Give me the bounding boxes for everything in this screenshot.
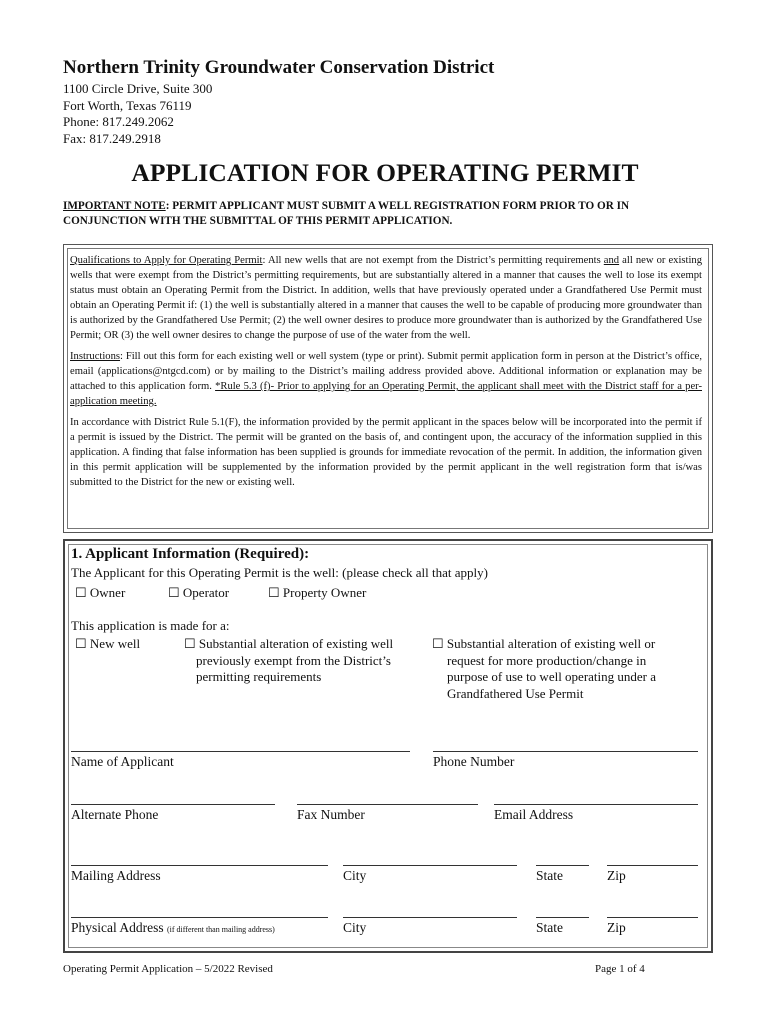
- physical-city-field[interactable]: [343, 917, 517, 918]
- made-for-prompt: This application is made for a:: [71, 618, 230, 633]
- email-address-field[interactable]: [494, 804, 698, 805]
- fax-line: Fax: 817.249.2918: [63, 130, 161, 146]
- footer-revision: Operating Permit Application – 5/2022 Revised: [63, 963, 273, 975]
- mailing-address-field[interactable]: [71, 865, 328, 866]
- mailing-zip-label: Zip: [607, 868, 626, 883]
- checkbox-substantial-alteration-grandfathered[interactable]: [432, 636, 656, 702]
- important-note-label: IMPORTANT NOTE: [63, 200, 166, 212]
- applicant-prompt: The Applicant for this Operating Permit is the well: (please check all that apply): [71, 565, 488, 580]
- physical-zip-field[interactable]: [607, 917, 698, 918]
- qualifications-text-b: all new or existing wells that were exempt from the District’s permitting requirements, but are substantially altered in a manner that causes the well to lose its exempt status must obtain an Operating Permit from the District. In addition, wells that have previously operated under a Grandfathered Use Permit must obtain an Operating Permit if: (1) the well is substantially altered in a manner that causes the well to be capable of producing more groundwater than is authorized by the Grandfathered Use Permit; (2) the well owner desires to produce more groundwater than is authorized by the Grandfathered Use Permit; OR (3) the well owner desires to change the purpose of use of the water from the well.: [70, 255, 703, 341]
- qualifications-content: [70, 253, 702, 496]
- section-1-title: 1. Applicant Information (Required):: [71, 546, 310, 562]
- mailing-city-label: City: [343, 868, 367, 883]
- checkbox-operator[interactable]: ☐ Operator: [168, 585, 230, 600]
- rule-note: *Rule 5.3 (f)- Prior to applying for an Operating Permit, the applicant shall meet with the District staff for a per-application meeting.: [70, 381, 702, 407]
- option-grandfathered-line-4: Grandfathered Use Permit: [447, 685, 584, 701]
- qualifications-and: and: [603, 255, 620, 266]
- option-exempt-line-2: previously exempt from the District’s: [196, 652, 391, 668]
- applicant-section-box: [63, 539, 713, 953]
- phone-number-field[interactable]: [433, 751, 698, 752]
- address-line-2: Fort Worth, Texas 76119: [63, 97, 192, 113]
- checkbox-property-owner[interactable]: ☐ Property Owner: [268, 585, 367, 600]
- physical-address-label: [71, 920, 275, 936]
- mailing-state-label: State: [536, 868, 563, 883]
- mailing-zip-field[interactable]: [607, 865, 698, 866]
- email-address-label: Email Address: [494, 807, 574, 822]
- org-address-block: [63, 81, 212, 147]
- option-exempt-line-1: ☐ Substantial alteration of existing well: [184, 636, 394, 651]
- physical-address-note: (if different than mailing address): [167, 925, 275, 934]
- physical-address-text: Physical Address: [71, 920, 164, 935]
- fax-number-label: Fax Number: [297, 807, 365, 822]
- address-line-1: 1100 Circle Drive, Suite 300: [63, 81, 213, 96]
- option-exempt-line-3: permitting requirements: [196, 669, 322, 684]
- option-grandfathered-line-2: request for more production/change in: [447, 652, 647, 668]
- instructions-paragraph: [70, 349, 702, 409]
- accordance-paragraph: In accordance with District Rule 5.1(F), the information provided by the permit applicant in the spaces below will be incorporated into the permit if a permit is issued by the District. The permit will be granted on the basis of, and contingent upon, the accuracy of the information supplied in this application. A finding that false information has been supplied is grounds for immediate revocation of the permit. In addition, the information given in this permit application will be supplemented by the information provided by the permit applicant in the well registration form that is/was submitted to the District for the new or existing well.: [70, 417, 702, 488]
- fax-number-field[interactable]: [297, 804, 478, 805]
- mailing-state-field[interactable]: [536, 865, 589, 866]
- option-grandfathered-line-3: purpose of use to well operating under a: [447, 669, 657, 684]
- physical-city-label: City: [343, 920, 367, 935]
- important-note: [63, 199, 713, 229]
- mailing-address-label: Mailing Address: [71, 868, 161, 883]
- qualifications-heading: Qualifications to Apply for Operating Permit: [70, 255, 263, 266]
- physical-zip-label: Zip: [607, 920, 626, 935]
- checkbox-owner[interactable]: ☐ Owner: [75, 585, 126, 600]
- mailing-city-field[interactable]: [343, 865, 517, 866]
- instructions-heading: Instructions: [70, 351, 121, 362]
- checkbox-substantial-alteration-exempt[interactable]: [184, 636, 393, 686]
- org-name: Northern Trinity Groundwater Conservation District: [63, 57, 495, 78]
- important-note-text: : PERMIT APPLICANT MUST SUBMIT A WELL REGISTRATION FORM PRIOR TO OR IN CONJUNCTION WITH THE SUBMITTAL OF THIS PERMIT APPLICATION.: [63, 200, 630, 227]
- qualifications-text-a: : All new wells that are not exempt from the District’s permitting requirements: [262, 255, 604, 266]
- alternate-phone-label: Alternate Phone: [71, 807, 159, 822]
- phone-line: Phone: 817.249.2062: [63, 114, 174, 129]
- qualifications-paragraph: [70, 253, 702, 343]
- name-of-applicant-label: Name of Applicant: [71, 754, 174, 769]
- alternate-phone-field[interactable]: [71, 804, 275, 805]
- physical-address-field[interactable]: [71, 917, 328, 918]
- footer-page-number: Page 1 of 4: [595, 963, 645, 975]
- instructions-text: : Fill out this form for each existing well or well system (type or print). Submit permit application form in person at the District’s office, email (applications@ntgcd.com) or by mailing to the District’s mailing address provided above. Additional information or explanation may be attached to this application form.: [70, 351, 702, 392]
- checkbox-new-well[interactable]: ☐ New well: [75, 636, 141, 651]
- physical-state-label: State: [536, 920, 563, 935]
- page-title: APPLICATION FOR OPERATING PERMIT: [131, 158, 639, 187]
- phone-number-label: Phone Number: [433, 754, 515, 769]
- physical-state-field[interactable]: [536, 917, 589, 918]
- option-grandfathered-line-1: ☐ Substantial alteration of existing well or: [432, 636, 656, 651]
- name-of-applicant-field[interactable]: [71, 751, 410, 752]
